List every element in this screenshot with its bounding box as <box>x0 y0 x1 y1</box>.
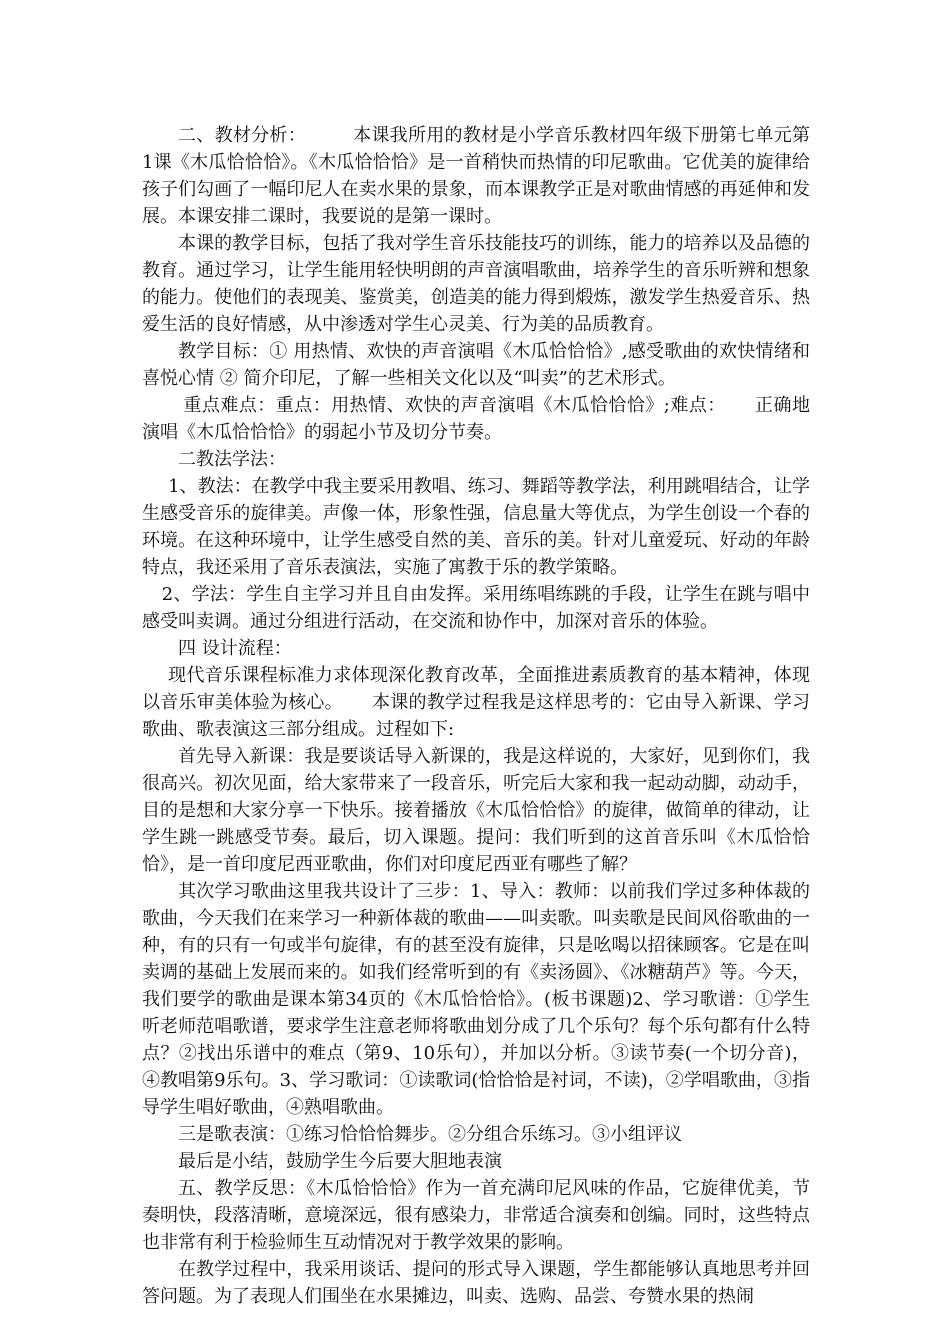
paragraph-text: 本课的教学过程我是这样思考的：它由导入新课、学习歌曲、歌表演这三部分组成。过程如下: <box>142 692 811 740</box>
paragraph-teaching-process: 在教学过程中，我采用谈话、提问的形式导入课题，学生都能够认真地思考并回答问题。为了表现人们围坐在水果摊边，叫卖、选购、品尝、夸赞水果的热闹 <box>142 1259 810 1307</box>
document-page <box>142 122 810 1310</box>
paragraph-textbook-analysis <box>142 122 810 230</box>
section-heading-design-process: 四 设计流程： <box>178 638 292 659</box>
paragraph-text: 正确地演唱《木瓜恰恰恰》的弱起小节及切分节奏。 <box>142 395 811 443</box>
paragraph-learning-method: 2、学法：学生自主学习并且自由发挥。采用练唱练跳的手段，让学生在跳与唱中感受叫卖调。通过分组进行活动，在交流和协作中，加深对音乐的体验。 <box>142 584 810 632</box>
paragraph-learning-song: 其次学习歌曲这里我共设计了三步：1、导入：教师：以前我们学过多种体裁的歌曲，今天我们在来学习一种新体裁的歌曲——叫卖歌。叫卖歌是民间风俗歌曲的一种，有的只有一句或半句旋律，有的甚至没有旋律，只是吆喝以招徕顾客。它是在叫卖调的基础上发展而来的。如我们经常听到的有《卖汤圆》、《冰糖葫芦》等。今天，我们要学的歌曲是课本第34页的《木瓜恰恰恰》。(板书课题)2、学习歌谱：①学生听老师范唱歌谱，要求学生注意老师将歌曲划分成了几个乐句？每个乐句都有什么特点？②找出乐谱中的难点（第9、10乐句），并加以分析。③读节奏(一个切分音)，④教唱第9乐句。3、学习歌词：①读歌词(恰恰恰是衬词，不读)，②学唱歌曲，③指导学生唱好歌曲，④熟唱歌曲。 <box>142 881 810 1118</box>
paragraph-heading: 现代音乐课程标准力求体现深化教育改革，全面推进素质教育的基本精神，体现以音乐审美体验为核心。 <box>142 665 810 713</box>
paragraph-curriculum-standard <box>142 662 810 743</box>
paragraph-song-performance: 三是歌表演：①练习恰恰恰舞步。②分组合乐练习。③小组评议 <box>178 1124 682 1145</box>
paragraph-heading: 重点难点：重点：用热情、欢快的声音演唱《木瓜恰恰恰》;难点： <box>183 395 726 416</box>
paragraph-teaching-aims: 本课的教学目标，包括了我对学生音乐技能技巧的训练，能力的培养以及品德的教育。通过学习，让学生能用轻快明朗的声音演唱歌曲，培养学生的音乐听辨和想象的能力。使他们的表现美、鉴赏美，创造美的能力得到煅炼，激发学生热爱音乐、热爱生活的良好情感，从中渗透对学生心灵美、行为美的品质教育。 <box>142 233 810 335</box>
paragraph-heading: 二、教材分析： <box>178 125 307 146</box>
paragraph-introduction: 首先导入新课：我是要谈话导入新课的，我是这样说的，大家好，见到你们，我很高兴。初次见面，给大家带来了一段音乐，听完后大家和我一起动动脚，动动手，目的是想和大家分享一下快乐。接着播放《木瓜恰恰恰》的旋律，做简单的律动，让学生跳一跳感受节奏。最后，切入课题。提问：我们听到的这首音乐叫《木瓜恰恰恰》，是一首印度尼西亚歌曲，你们对印度尼西亚有哪些了解？ <box>142 746 810 875</box>
paragraph-summary: 最后是小结，鼓励学生今后要大胆地表演 <box>178 1151 502 1172</box>
section-heading-methods: 二教法学法： <box>178 449 286 470</box>
paragraph-key-difficulties <box>142 392 810 446</box>
paragraph-text: 本课我所用的教材是小学音乐教材四年级下册第七单元第1课《木瓜恰恰恰》。《木瓜恰恰恰》是一首稍快而热情的印尼歌曲。它优美的旋律给孩子们勾画了一幅印尼人在卖水果的景象，而本课教学正是对歌曲情感的再延伸和发展。本课安排二课时，我要说的是第一课时。 <box>142 125 810 227</box>
paragraph-teaching-method: 1、教法：在教学中我主要采用教唱、练习、舞蹈等教学法，利用跳唱结合，让学生感受音乐的旋律美。声像一体，形象性强，信息量大等优点，为学生创设一个春的环境。在这种环境中，让学生感受自然的美、音乐的美。针对儿童爱玩、好动的年龄特点，我还采用了音乐表演法，实施了寓教于乐的教学策略。 <box>142 476 810 578</box>
paragraph-teaching-goals: 教学目标：① 用热情、欢快的声音演唱《木瓜恰恰恰》,感受歌曲的欢快情绪和喜悦心情 ② 简介印尼，了解一些相关文化以及“叫卖”的艺术形式。 <box>142 341 810 389</box>
paragraph-teaching-reflection: 五、教学反思：《木瓜恰恰恰》作为一首充满印尼风味的作品，它旋律优美，节奏明快，段落清晰，意境深远，很有感染力，非常适合演奏和创编。同时，这些特点也非常有利于检验师生互动情况对于教学效果的影响。 <box>142 1178 810 1253</box>
